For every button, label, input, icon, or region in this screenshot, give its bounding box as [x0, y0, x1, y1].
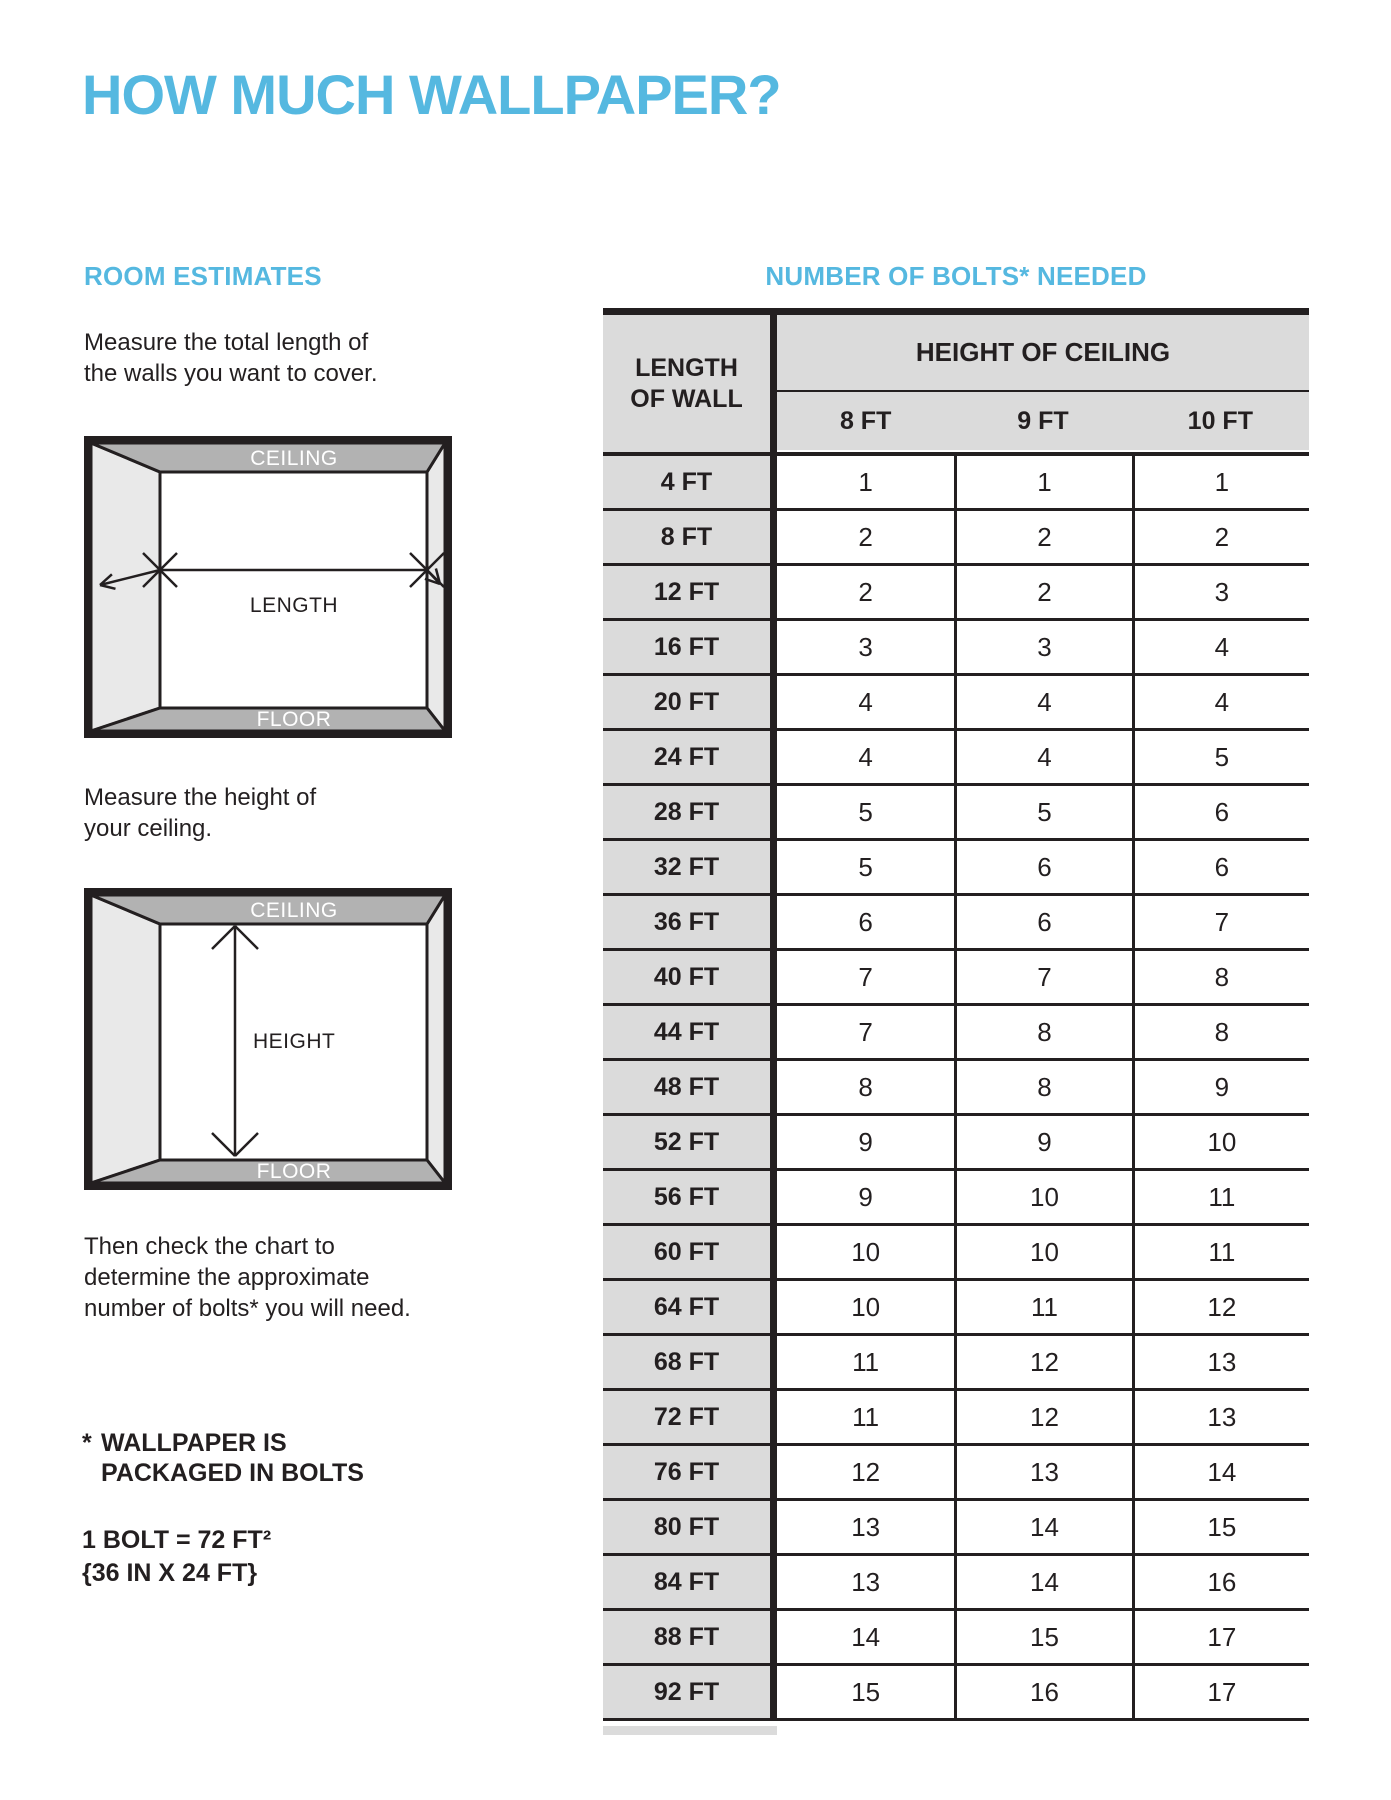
- row-value: 10: [1132, 1116, 1309, 1168]
- row-value: 15: [954, 1611, 1131, 1663]
- row-value: 5: [777, 786, 954, 838]
- room-estimates-heading: ROOM ESTIMATES: [84, 261, 322, 291]
- table-row: [603, 1501, 1309, 1556]
- row-value: 17: [1132, 1666, 1309, 1718]
- row-label: 8 FT: [603, 511, 777, 563]
- row-label: 76 FT: [603, 1446, 777, 1498]
- instruction-step-2: [84, 782, 316, 844]
- row-value: 1: [954, 456, 1131, 508]
- right-wall: [427, 895, 445, 1183]
- row-value: 12: [777, 1446, 954, 1498]
- row-value: 13: [777, 1501, 954, 1553]
- table-row: [603, 841, 1309, 896]
- row-value: 11: [954, 1281, 1131, 1333]
- row-label: 68 FT: [603, 1336, 777, 1388]
- row-value: 4: [954, 676, 1131, 728]
- height-of-ceiling-header: HEIGHT OF CEILING: [777, 315, 1309, 392]
- floor-label: FLOOR: [256, 1160, 332, 1183]
- row-label: 24 FT: [603, 731, 777, 783]
- row-value: 8: [954, 1006, 1131, 1058]
- room-diagram-length: [84, 436, 452, 738]
- row-label: 92 FT: [603, 1666, 777, 1718]
- row-label: 64 FT: [603, 1281, 777, 1333]
- table-row: [603, 566, 1309, 621]
- row-value: 10: [777, 1226, 954, 1278]
- header-line: OF WALL: [630, 384, 743, 413]
- row-value: 14: [954, 1556, 1131, 1608]
- row-value: 6: [1132, 841, 1309, 893]
- table-row: [603, 621, 1309, 676]
- row-label: 20 FT: [603, 676, 777, 728]
- bolts-table: [603, 308, 1309, 1735]
- bolt-dimensions: {36 IN X 24 FT}: [82, 1559, 258, 1587]
- col-header-10ft: 10 FT: [1187, 406, 1253, 435]
- row-value: 12: [1132, 1281, 1309, 1333]
- height-arrow: [212, 926, 258, 1156]
- table-row: [603, 1391, 1309, 1446]
- table-row: [603, 676, 1309, 731]
- row-value: 8: [777, 1061, 954, 1113]
- asterisk-marker: *: [82, 1429, 92, 1457]
- header-line: LENGTH: [635, 353, 738, 382]
- table-row: [603, 731, 1309, 786]
- row-value: 17: [1132, 1611, 1309, 1663]
- table-header: [603, 315, 1309, 452]
- row-value: 11: [777, 1336, 954, 1388]
- row-value: 7: [777, 1006, 954, 1058]
- row-value: 8: [954, 1061, 1131, 1113]
- height-columns-header: [777, 315, 1309, 452]
- instruction-line: number of bolts* you will need.: [84, 1295, 411, 1322]
- table-row: [603, 1226, 1309, 1281]
- row-value: 11: [1132, 1171, 1309, 1223]
- row-value: 10: [954, 1171, 1131, 1223]
- row-value: 2: [777, 511, 954, 563]
- table-row: [603, 1556, 1309, 1611]
- row-value: 6: [777, 896, 954, 948]
- table-row: [603, 1666, 1309, 1721]
- footnote-line: [82, 1428, 364, 1458]
- row-value: 13: [777, 1556, 954, 1608]
- table-footer-stub: [603, 1726, 777, 1735]
- row-value: 4: [1132, 676, 1309, 728]
- row-value: 8: [1132, 951, 1309, 1003]
- room-diagram-height: [84, 888, 452, 1190]
- ceiling-label: CEILING: [250, 899, 338, 922]
- floor-label: FLOOR: [256, 708, 332, 731]
- row-value: 11: [1132, 1226, 1309, 1278]
- table-row: [603, 1006, 1309, 1061]
- table-row: [603, 786, 1309, 841]
- row-label: 32 FT: [603, 841, 777, 893]
- instruction-line: Measure the total length of: [84, 329, 369, 356]
- col-header-8ft: 8 FT: [839, 406, 892, 435]
- row-value: 1: [777, 456, 954, 508]
- bolt-definition: [82, 1524, 271, 1590]
- row-value: 15: [777, 1666, 954, 1718]
- table-row: [603, 1116, 1309, 1171]
- footnote-text: WALLPAPER IS: [101, 1429, 287, 1457]
- bolt-equation: 1 BOLT = 72 FT²: [82, 1526, 272, 1554]
- row-label: 84 FT: [603, 1556, 777, 1608]
- row-value: 6: [954, 896, 1131, 948]
- table-row: [603, 951, 1309, 1006]
- row-value: 15: [1132, 1501, 1309, 1553]
- instruction-line: your ceiling.: [84, 815, 213, 842]
- footnote-text: PACKAGED IN BOLTS: [101, 1459, 364, 1487]
- row-value: 16: [1132, 1556, 1309, 1608]
- instruction-line: the walls you want to cover.: [84, 360, 378, 387]
- row-value: 14: [954, 1501, 1131, 1553]
- row-label: 44 FT: [603, 1006, 777, 1058]
- table-row: [603, 896, 1309, 951]
- row-label: 16 FT: [603, 621, 777, 673]
- row-value: 11: [777, 1391, 954, 1443]
- row-value: 4: [777, 676, 954, 728]
- row-value: 13: [1132, 1391, 1309, 1443]
- row-value: 9: [954, 1116, 1131, 1168]
- row-label: 88 FT: [603, 1611, 777, 1663]
- row-label: 12 FT: [603, 566, 777, 618]
- row-value: 6: [954, 841, 1131, 893]
- ceiling-label: CEILING: [250, 447, 338, 470]
- row-label: 36 FT: [603, 896, 777, 948]
- row-label: 72 FT: [603, 1391, 777, 1443]
- table-top-bar: [603, 308, 1309, 315]
- row-value: 9: [777, 1171, 954, 1223]
- instruction-step-3: [84, 1231, 411, 1324]
- row-label: 80 FT: [603, 1501, 777, 1553]
- table-row: [603, 1171, 1309, 1226]
- table-row: [603, 511, 1309, 566]
- table-row: [603, 1281, 1309, 1336]
- page-title: HOW MUCH WALLPAPER?: [82, 63, 781, 126]
- row-value: 10: [954, 1226, 1131, 1278]
- row-value: 14: [777, 1611, 954, 1663]
- table-row: [603, 1336, 1309, 1391]
- row-value: 8: [1132, 1006, 1309, 1058]
- table-row: [603, 456, 1309, 511]
- height-label: HEIGHT: [253, 1030, 336, 1053]
- row-value: 5: [1132, 731, 1309, 783]
- row-value: 7: [954, 951, 1131, 1003]
- row-value: 14: [1132, 1446, 1309, 1498]
- row-value: 4: [777, 731, 954, 783]
- row-value: 12: [954, 1391, 1131, 1443]
- row-value: 7: [1132, 896, 1309, 948]
- row-value: 2: [777, 566, 954, 618]
- row-label: 4 FT: [603, 456, 777, 508]
- row-value: 16: [954, 1666, 1131, 1718]
- instruction-step-1: [84, 327, 377, 389]
- column-subheaders: [777, 392, 1309, 450]
- row-value: 4: [954, 731, 1131, 783]
- row-value: 4: [1132, 621, 1309, 673]
- table-row: [603, 1446, 1309, 1501]
- row-value: 10: [777, 1281, 954, 1333]
- row-label: 52 FT: [603, 1116, 777, 1168]
- row-value: 3: [777, 621, 954, 673]
- row-value: 1: [1132, 456, 1309, 508]
- left-wall: [91, 443, 160, 731]
- row-value: 6: [1132, 786, 1309, 838]
- length-of-wall-header: [603, 315, 777, 452]
- row-label: 56 FT: [603, 1171, 777, 1223]
- footnote-line: [82, 1458, 364, 1488]
- row-value: 5: [954, 786, 1131, 838]
- row-value: 13: [954, 1446, 1131, 1498]
- table-row: [603, 1611, 1309, 1666]
- col-header-9ft: 9 FT: [1017, 406, 1069, 435]
- row-value: 2: [954, 511, 1131, 563]
- instruction-line: Then check the chart to: [84, 1233, 335, 1260]
- length-label: LENGTH: [249, 594, 339, 617]
- row-label: 60 FT: [603, 1226, 777, 1278]
- wallpaper-bolts-footnote: [82, 1428, 364, 1488]
- row-value: 2: [954, 566, 1131, 618]
- row-label: 28 FT: [603, 786, 777, 838]
- row-value: 2: [1132, 511, 1309, 563]
- left-wall: [91, 895, 160, 1183]
- row-value: 5: [777, 841, 954, 893]
- table-row: [603, 1061, 1309, 1116]
- row-value: 7: [777, 951, 954, 1003]
- row-value: 9: [777, 1116, 954, 1168]
- table-body: [603, 452, 1309, 1721]
- row-value: 12: [954, 1336, 1131, 1388]
- row-value: 3: [1132, 566, 1309, 618]
- table-heading: NUMBER OF BOLTS* NEEDED: [765, 261, 1147, 291]
- instruction-line: Measure the height of: [84, 784, 317, 811]
- row-value: 13: [1132, 1336, 1309, 1388]
- row-value: 9: [1132, 1061, 1309, 1113]
- row-label: 40 FT: [603, 951, 777, 1003]
- row-label: 48 FT: [603, 1061, 777, 1113]
- row-value: 3: [954, 621, 1131, 673]
- instruction-line: determine the approximate: [84, 1264, 370, 1291]
